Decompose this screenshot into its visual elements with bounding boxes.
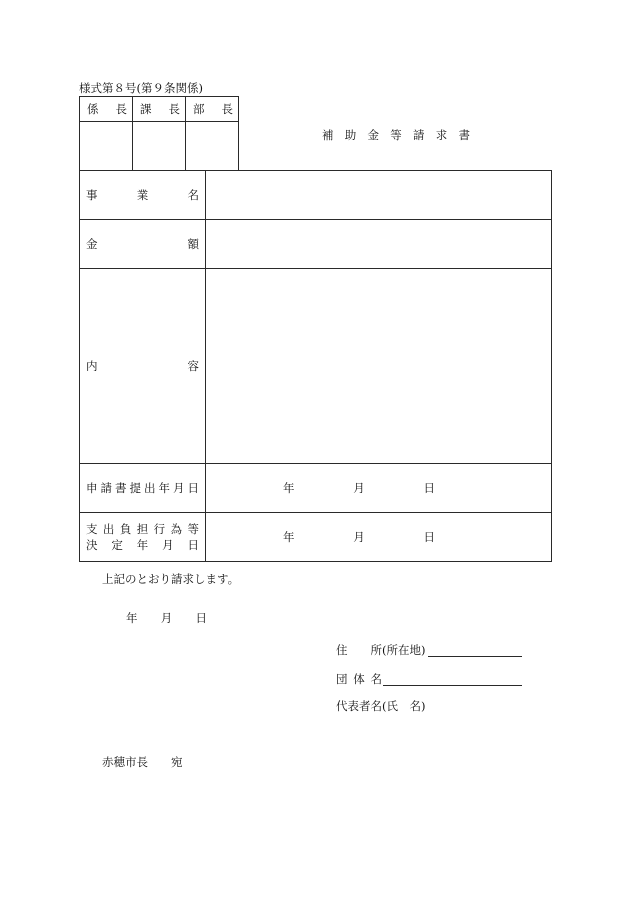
- request-date: [126, 611, 207, 625]
- address-label: 住 所(所在地): [336, 643, 426, 657]
- application-date-field: [205, 463, 552, 513]
- approval-header-label: 係 長: [87, 102, 127, 116]
- year-unit: 年: [283, 481, 295, 495]
- application-date-label: 申 請 書 提 出 年 月 日: [86, 481, 199, 495]
- amount-field: [205, 219, 552, 269]
- approval-stamp-box-department-chief: [185, 121, 239, 171]
- representative-label: 代表者名(氏 名): [336, 699, 426, 713]
- form-number: 様式第８号(第９条関係): [79, 81, 203, 95]
- application-date-label-cell: [79, 463, 206, 513]
- decision-date-label-line-1: 支 出 負 担 行 為 等: [86, 522, 199, 536]
- year-unit: 年: [126, 611, 138, 625]
- business-name-label-cell: [79, 170, 206, 220]
- decision-date-label-cell: [79, 512, 206, 562]
- application-date-units: [283, 481, 435, 495]
- organization-label: 団 体 名: [336, 672, 382, 686]
- decision-date-units: [283, 530, 435, 544]
- addressee: 赤穂市長 宛: [102, 755, 183, 769]
- amount-label-cell: [79, 219, 206, 269]
- day-unit: 日: [195, 611, 207, 625]
- approval-stamp-box-section-chief: [79, 121, 133, 171]
- approval-header-cell-department-chief: [185, 96, 239, 122]
- content-label: 内 容: [86, 359, 199, 373]
- address-underline: [428, 656, 522, 657]
- amount-label: 金 額: [86, 237, 199, 251]
- approval-header-cell-section-chief: [79, 96, 133, 122]
- decision-date-field: [205, 512, 552, 562]
- approval-header-label: 部 長: [193, 102, 233, 116]
- business-name-label: 事 業 名: [86, 188, 199, 202]
- decision-date-label: [86, 521, 199, 553]
- month-unit: 月: [353, 481, 365, 495]
- document-title: 補 助 金 等 請 求 書: [322, 128, 470, 142]
- day-unit: 日: [423, 481, 435, 495]
- organization-underline: [383, 685, 522, 686]
- approval-stamp-box-division-chief: [132, 121, 186, 171]
- decision-date-label-line-2: 決 定 年 月 日: [86, 538, 199, 552]
- approval-header-label: 課 長: [140, 102, 180, 116]
- year-unit: 年: [283, 530, 295, 544]
- month-unit: 月: [160, 611, 173, 625]
- day-unit: 日: [423, 530, 435, 544]
- approval-header-cell-division-chief: [132, 96, 186, 122]
- business-name-field: [205, 170, 552, 220]
- month-unit: 月: [353, 530, 365, 544]
- declaration-text: 上記のとおり請求します。: [102, 572, 240, 586]
- content-field: [205, 268, 552, 464]
- content-label-cell: [79, 268, 206, 464]
